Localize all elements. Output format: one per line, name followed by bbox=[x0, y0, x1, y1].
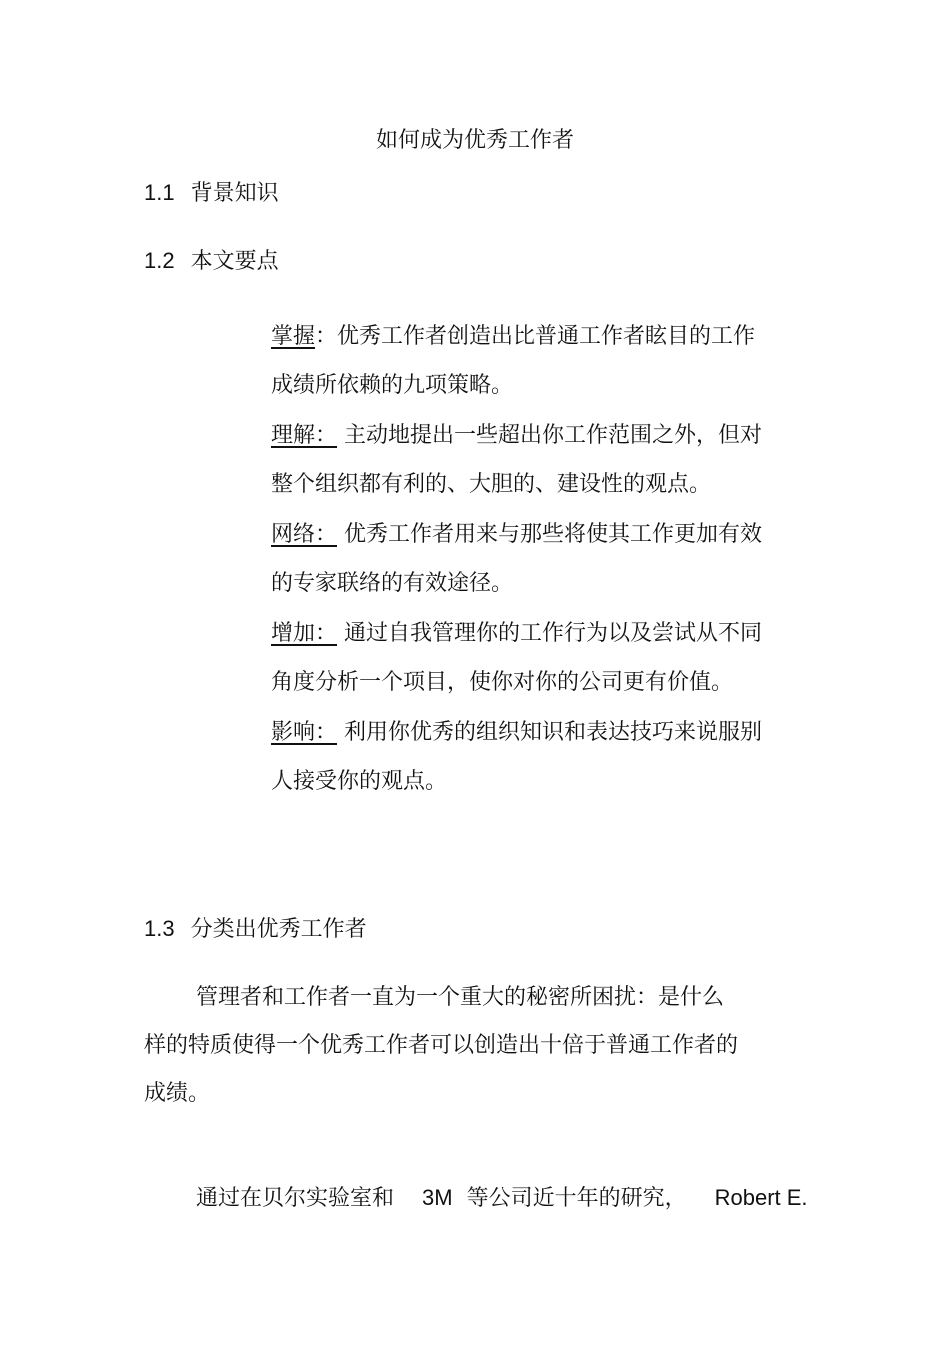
paragraph-text-part-4: Robert E. bbox=[714, 1185, 808, 1210]
paragraph-text-part-1: 通过在贝尔实验室和 bbox=[196, 1186, 395, 1211]
key-point-text: 优秀工作者用来与那些将使其工作更加有效的专家联络的有效途径。 bbox=[271, 522, 763, 596]
body-paragraph-2 bbox=[144, 1174, 844, 1223]
key-point-separator bbox=[337, 720, 344, 745]
key-point bbox=[271, 609, 771, 707]
section-number: 1.2 bbox=[144, 248, 175, 273]
section-title: 分类出优秀工作者 bbox=[190, 917, 367, 942]
section-title: 本文要点 bbox=[190, 249, 279, 274]
section-heading-1-2 bbox=[144, 246, 279, 277]
key-point-separator bbox=[337, 522, 344, 547]
key-point bbox=[271, 708, 771, 806]
section-title: 背景知识 bbox=[190, 181, 279, 206]
section-heading-1-1 bbox=[144, 178, 279, 209]
key-point-term: 增加： bbox=[271, 621, 338, 646]
body-paragraph-1 bbox=[144, 974, 744, 1118]
key-point-text: 利用你优秀的组织知识和表达技巧来说服别人接受你的观点。 bbox=[271, 720, 763, 794]
section-heading-1-3 bbox=[144, 914, 367, 945]
paragraph-text: 管理者和工作者一直为一个重大的秘密所困扰：是什么样的特质使得一个优秀工作者可以创造出十倍于普通工作者的成绩。 bbox=[144, 985, 739, 1106]
key-point bbox=[271, 510, 771, 608]
key-point-term: 网络： bbox=[271, 522, 338, 547]
key-point-text: 通过自我管理你的工作行为以及尝试从不同角度分析一个项目，使你对你的公司更有价值。 bbox=[271, 621, 763, 695]
section-number: 1.3 bbox=[144, 916, 175, 941]
document-title: 如何成为优秀工作者 bbox=[375, 128, 574, 153]
key-point-term: 理解： bbox=[271, 423, 338, 448]
key-point-text: 主动地提出一些超出你工作范围之外，但对整个组织都有利的、大胆的、建设性的观点。 bbox=[271, 423, 763, 497]
key-point-separator bbox=[337, 621, 344, 646]
key-point-term: 掌握 bbox=[271, 324, 316, 349]
key-point-term: 影响： bbox=[271, 720, 338, 745]
paragraph-text-part-2: 3M bbox=[422, 1185, 453, 1210]
section-number: 1.1 bbox=[144, 180, 175, 205]
key-point bbox=[271, 411, 771, 509]
key-points-list bbox=[271, 312, 771, 807]
paragraph-text-part-3: 等公司近十年的研究， bbox=[466, 1186, 687, 1211]
key-point-separator: ： bbox=[315, 324, 338, 349]
key-point-separator bbox=[337, 423, 344, 448]
key-point-text: 优秀工作者创造出比普通工作者眩目的工作成绩所依赖的九项策略。 bbox=[271, 324, 756, 398]
key-point bbox=[271, 312, 771, 410]
